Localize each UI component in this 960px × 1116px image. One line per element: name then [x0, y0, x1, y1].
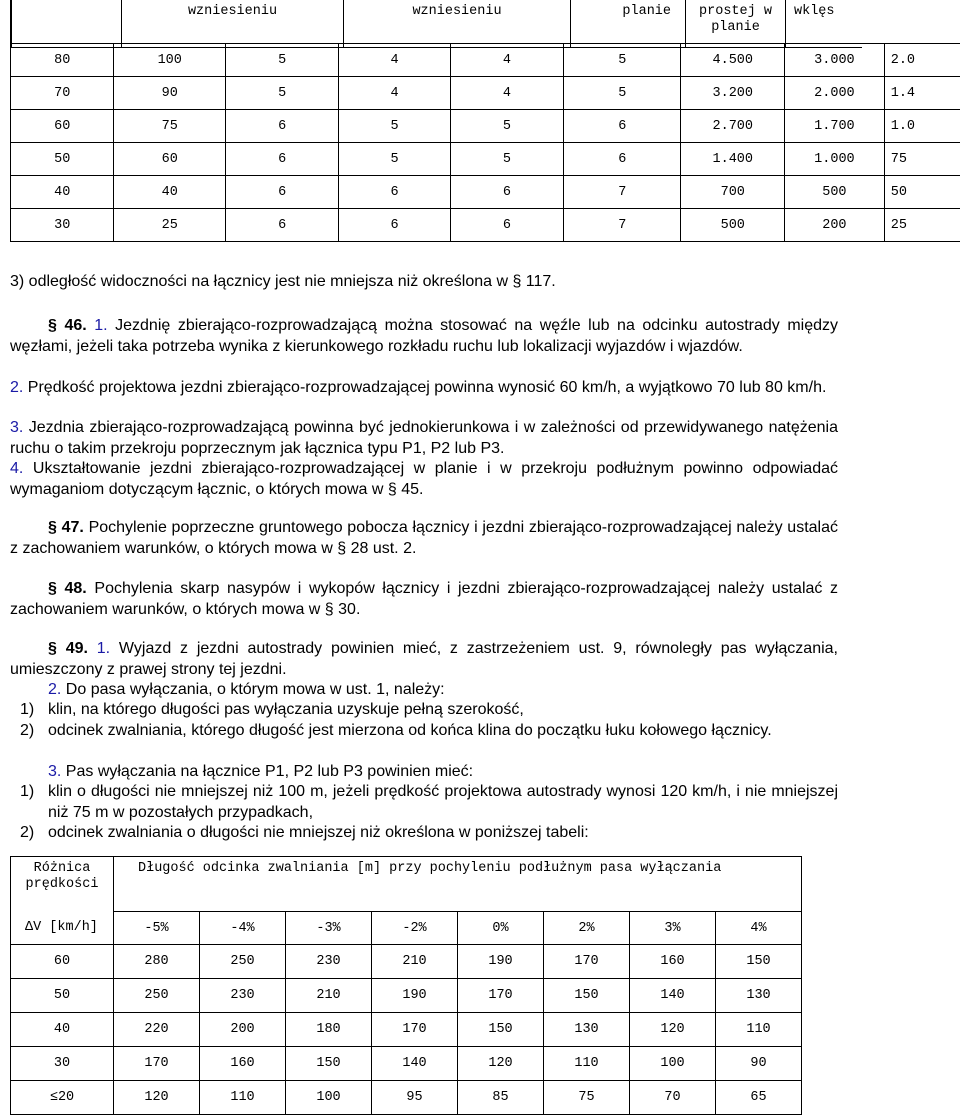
table-row — [11, 176, 960, 209]
paragraph-text: Ukształtowanie jezdni zbierająco-rozprowadzającej w planie i w przekroju podłużnym powinno odpowiadać wymaganiom dotyczącym łącznic, o których mowa w § 45. — [10, 460, 838, 498]
paragraph-47 — [10, 518, 838, 559]
length-cell: 170 — [458, 979, 544, 1013]
length-cell: 120 — [630, 1013, 716, 1047]
deceleration-length-table — [10, 856, 802, 1115]
length-cell: 140 — [630, 979, 716, 1013]
paragraph-46-1 — [10, 316, 838, 357]
paragraph-text: Jezdnię zbierająco-rozprowadzającą można stosować na węźle lub na odcinku autostrady między węzłami, jeżeli taka potrzeba wynika z kierunkowego rozkładu ruchu lub lokalizacji wyjazdów i wjazdów. — [10, 317, 838, 355]
length-cell: 100 — [630, 1047, 716, 1081]
length-cell: 210 — [372, 945, 458, 979]
column-header: wzniesieniu — [344, 0, 571, 48]
section-number: § 47. — [48, 519, 84, 536]
list-item-number: 1) — [20, 783, 35, 800]
length-cell: 150 — [458, 1013, 544, 1047]
span-header: Długość odcinka zwalniania [m] przy pochyleniu podłużnym pasa wyłączania — [114, 857, 802, 912]
table-cell: 3.200 — [681, 77, 785, 110]
paragraph-text: Do pasa wyłączania, o którym mowa w ust. 1, należy: — [65, 681, 445, 698]
length-cell: 200 — [200, 1013, 286, 1047]
length-cell: 130 — [544, 1013, 630, 1047]
table-cell: 6 — [564, 110, 681, 143]
paragraph-46-2 — [10, 378, 838, 399]
table-cell: 6 — [225, 143, 338, 176]
speed-difference-cell: 40 — [11, 1013, 114, 1047]
table-cell: 500 — [785, 176, 885, 209]
slope-header: -3% — [286, 912, 372, 945]
column-header: wzniesieniu — [122, 0, 344, 48]
length-cell: 250 — [114, 979, 200, 1013]
length-cell: 120 — [458, 1047, 544, 1081]
list-item-number: 2) — [20, 722, 35, 739]
length-cell: 230 — [200, 979, 286, 1013]
length-cell: 130 — [716, 979, 802, 1013]
slope-header: -4% — [200, 912, 286, 945]
column-header: prostej w planie — [686, 0, 786, 48]
table-row — [11, 44, 960, 77]
table-cell: 3.000 — [785, 44, 885, 77]
length-cell: 170 — [372, 1013, 458, 1047]
paragraph-text: Pochylenia skarp nasypów i wykopów łącznicy i jezdni zbierająco-rozprowadzającej należy ustalać z zachowaniem warunków, o których mowa w § 30. — [10, 580, 839, 618]
length-cell: 170 — [544, 945, 630, 979]
paragraph-46-3 — [10, 418, 838, 459]
table-cell: 5 — [225, 77, 338, 110]
slope-header: 3% — [630, 912, 716, 945]
slope-header: 4% — [716, 912, 802, 945]
table-row — [11, 1013, 802, 1047]
table-cell: 6 — [339, 176, 450, 209]
slope-header: -2% — [372, 912, 458, 945]
length-cell: 160 — [630, 945, 716, 979]
paragraph-text: Jezdnia zbierająco-rozprowadzającą powinna być jednokierunkowa i w zależności od przewidywanego natężenia ruchu o takim przekroju poprzecznym jak łącznica typu P1, P2 lub P3. — [10, 419, 838, 457]
table-cell: 1.000 — [785, 143, 885, 176]
table-cell: 500 — [681, 209, 785, 242]
table-cell: 40 — [11, 176, 114, 209]
list-item-text: odcinek zwalniania, którego długość jest mierzona od końca klina do początku łuku kołowego łącznicy. — [48, 722, 772, 739]
table-cell: 50 — [11, 143, 114, 176]
table-cell: 200 — [785, 209, 885, 242]
table-cell: 2.0 — [884, 44, 960, 77]
paragraph-number: 2. — [48, 681, 62, 698]
slope-header: 2% — [544, 912, 630, 945]
length-cell: 230 — [286, 945, 372, 979]
paragraph-visibility-distance: 3) odległość widoczności na łącznicy jest nie mniejsza niż określona w § 117. — [10, 273, 556, 290]
table-cell: 6 — [564, 143, 681, 176]
table-cell: 1.700 — [785, 110, 885, 143]
table-header-row — [11, 857, 802, 912]
table-cell: 75 — [114, 110, 225, 143]
length-cell: 220 — [114, 1013, 200, 1047]
table-cell: 70 — [11, 77, 114, 110]
table-row — [11, 77, 960, 110]
table-cell: 25 — [884, 209, 960, 242]
length-cell: 120 — [114, 1081, 200, 1115]
length-cell: 75 — [544, 1081, 630, 1115]
column-header: wklęs — [786, 0, 862, 48]
table-cell: 2.000 — [785, 77, 885, 110]
speed-parameters-table — [10, 0, 862, 48]
table-cell: 80 — [11, 44, 114, 77]
table-row — [11, 143, 960, 176]
length-cell: 210 — [286, 979, 372, 1013]
length-cell: 110 — [716, 1013, 802, 1047]
table-cell: 60 — [11, 110, 114, 143]
length-cell: 190 — [372, 979, 458, 1013]
length-cell: 180 — [286, 1013, 372, 1047]
table-row — [11, 1047, 802, 1081]
paragraph-number: 1. — [96, 640, 111, 657]
table-cell: 6 — [339, 209, 450, 242]
length-cell: 95 — [372, 1081, 458, 1115]
table-header-row — [11, 0, 862, 48]
list-item-text: odcinek zwalniania o długości nie mniejszej niż określona w poniższej tabeli: — [48, 824, 589, 841]
table-cell: 6 — [225, 110, 338, 143]
table-cell: 5 — [564, 44, 681, 77]
length-cell: 190 — [458, 945, 544, 979]
length-cell: 110 — [200, 1081, 286, 1115]
column-header: planie — [571, 0, 686, 48]
paragraph-number: 1. — [94, 317, 108, 334]
length-cell: 90 — [716, 1047, 802, 1081]
table-cell: 5 — [225, 44, 338, 77]
speed-parameters-grid — [10, 43, 960, 242]
table-cell: 50 — [884, 176, 960, 209]
paragraph-48 — [10, 579, 838, 620]
table-row — [11, 209, 960, 242]
table-cell: 1.0 — [884, 110, 960, 143]
paragraph-number: 4. — [10, 460, 24, 477]
length-cell: 140 — [372, 1047, 458, 1081]
speed-difference-cell: 50 — [11, 979, 114, 1013]
table-row — [11, 1081, 802, 1115]
table-cell: 4.500 — [681, 44, 785, 77]
paragraph-49-3 — [10, 762, 838, 783]
table-cell: 75 — [884, 143, 960, 176]
paragraph-49-1 — [10, 639, 838, 680]
table-cell: 30 — [11, 209, 114, 242]
paragraph-text: Pochylenie poprzeczne gruntowego pobocza łącznicy i jezdni zbierająco-rozprowadzającej należy ustalać z zachowaniem warunków, o których mowa w § 28 ust. 2. — [10, 519, 839, 557]
table-row — [11, 110, 960, 143]
table-cell: 4 — [450, 44, 563, 77]
length-cell: 110 — [544, 1047, 630, 1081]
table-cell: 5 — [450, 110, 563, 143]
table-row — [11, 945, 802, 979]
delta-v-header: ΔV [km/h] — [11, 912, 114, 945]
table-cell: 5 — [450, 143, 563, 176]
table-cell: 700 — [681, 176, 785, 209]
table-cell: 5 — [339, 110, 450, 143]
table-cell: 6 — [450, 209, 563, 242]
table-cell: 100 — [114, 44, 225, 77]
length-cell: 150 — [716, 945, 802, 979]
table-cell: 7 — [564, 209, 681, 242]
paragraph-text: Prędkość projektowa jezdni zbierająco-rozprowadzającej powinna wynosić 60 km/h, a wyjątkowo 70 lub 80 km/h. — [27, 379, 827, 396]
table-cell: 90 — [114, 77, 225, 110]
table-cell: 6 — [225, 209, 338, 242]
speed-difference-cell: 30 — [11, 1047, 114, 1081]
length-cell: 160 — [200, 1047, 286, 1081]
paragraph-text: Wyjazd z jezdni autostrady powinien mieć, z zastrzeżeniem ust. 9, równoległy pas wyłączania, umieszczony z prawej strony tej jezdni. — [10, 640, 839, 678]
section-number: § 48. — [48, 580, 87, 597]
paragraph-49-2 — [10, 680, 838, 701]
slope-header: 0% — [458, 912, 544, 945]
table-cell: 4 — [339, 77, 450, 110]
list-item-number: 1) — [20, 701, 35, 718]
table-cell: 5 — [564, 77, 681, 110]
table-cell: 6 — [450, 176, 563, 209]
paragraph-number: 2. — [10, 379, 24, 396]
slope-header-row — [11, 912, 802, 945]
table-row — [11, 979, 802, 1013]
speed-difference-header: Różnica prędkości — [11, 857, 114, 912]
table-cell: 40 — [114, 176, 225, 209]
speed-difference-cell: ≤20 — [11, 1081, 114, 1115]
table-cell: 4 — [450, 77, 563, 110]
speed-difference-cell: 60 — [11, 945, 114, 979]
table-cell: 7 — [564, 176, 681, 209]
table-cell: 5 — [339, 143, 450, 176]
paragraph-number: 3. — [10, 419, 24, 436]
paragraph-46-4 — [10, 459, 838, 500]
list-item-number: 2) — [20, 824, 35, 841]
slope-header: -5% — [114, 912, 200, 945]
length-cell: 100 — [286, 1081, 372, 1115]
table-cell: 25 — [114, 209, 225, 242]
table-cell: 1.400 — [681, 143, 785, 176]
table-cell: 2.700 — [681, 110, 785, 143]
table-cell: 4 — [339, 44, 450, 77]
length-cell: 150 — [286, 1047, 372, 1081]
paragraph-number: 3. — [48, 763, 62, 780]
table-cell: 1.4 — [884, 77, 960, 110]
length-cell: 150 — [544, 979, 630, 1013]
length-cell: 170 — [114, 1047, 200, 1081]
section-number: § 49. — [48, 640, 88, 657]
length-cell: 65 — [716, 1081, 802, 1115]
list-item-text: klin, na którego długości pas wyłączania uzyskuje pełną szerokość, — [48, 701, 524, 718]
table-cell: 6 — [225, 176, 338, 209]
length-cell: 70 — [630, 1081, 716, 1115]
paragraph-text: Pas wyłączania na łącznice P1, P2 lub P3 powinien mieć: — [65, 763, 474, 780]
length-cell: 85 — [458, 1081, 544, 1115]
table-cell: 60 — [114, 143, 225, 176]
length-cell: 280 — [114, 945, 200, 979]
length-cell: 250 — [200, 945, 286, 979]
list-item-text: klin o długości nie mniejszej niż 100 m, jeżeli prędkość projektowa autostrady wynosi 120 km/h, i nie mniejszej niż 75 m w pozostałych przypadkach, — [48, 783, 838, 821]
section-number: § 46. — [48, 317, 87, 334]
